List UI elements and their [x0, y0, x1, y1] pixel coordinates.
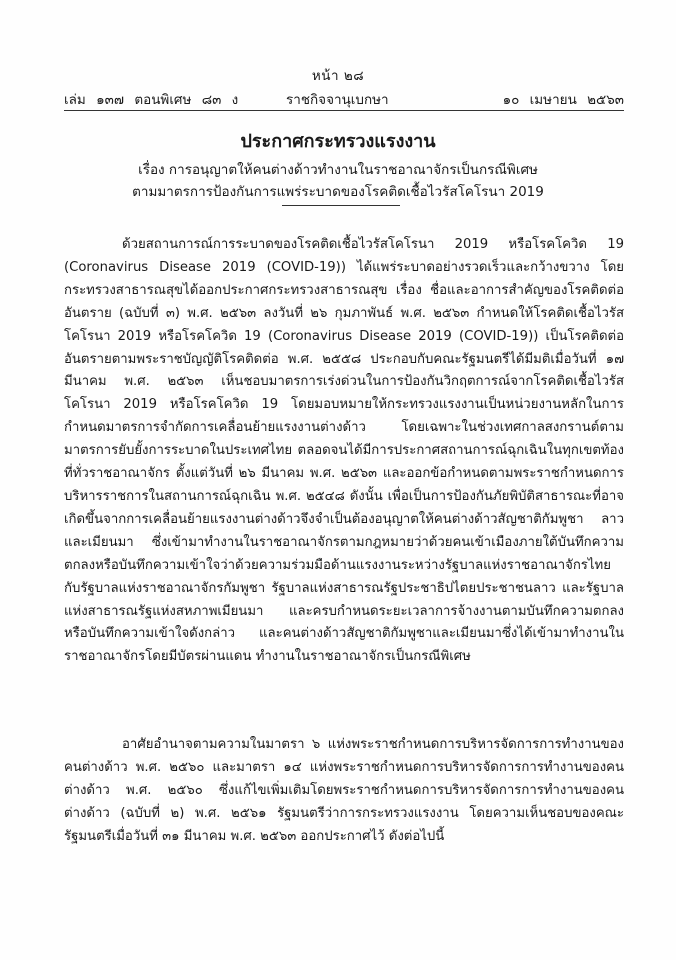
paragraph-text: อาศัยอำนาจตามความในมาตรา ๖ แห่งพระราชกำหนดการบริหารจัดการการทำงานของคนต่างด้าว พ.ศ. ๒๕๖๐ และมาตรา ๑๔ แห่งพระราชกำหนดการบริหารจัดการการทำงานของคนต่างด้าว พ.ศ. ๒๕๖๐ ซึ่งแก้ไขเพิ่มเติมโดยพระราชกำหนดการบริหารจัดการการทำงานของคนต่างด้าว (ฉบับที่ ๒) พ.ศ. ๒๕๖๑ รัฐมนตรีว่าการกระทรวงแรงงาน โดยความเห็นชอบของคณะรัฐมนตรีเมื่อวันที่ ๓๑ มีนาคม พ.ศ. ๒๕๖๓ ออกประกาศไว้ ดังต่อไปนี้ [64, 737, 624, 844]
publication-date: ๑๐ เมษายน ๒๕๖๓ [502, 92, 624, 108]
body-paragraph-2 [64, 734, 624, 849]
gazette-name: ราชกิจจานุเบกษา [286, 92, 389, 108]
header-divider [64, 110, 624, 111]
document-title: ประกาศกระทรวงแรงงาน [240, 131, 436, 152]
paragraph-text: ด้วยสถานการณ์การระบาดของโรคติดเชื้อไวรัสโคโรนา 2019 หรือโรคโควิด 19 (Coronavirus Disease 2019 (COVID-19)) ได้แพร่ระบาดอย่างรวดเร็วและกว้างขวาง โดยกระทรวงสาธารณสุขได้ออกประกาศกระทรวงสาธารณสุข เรื่อง ชื่อและอาการสำคัญของโรคติดต่ออันตราย (ฉบับที่ ๓) พ.ศ. ๒๕๖๓ ลงวันที่ ๒๖ กุมภาพันธ์ พ.ศ. ๒๕๖๓ กำหนดให้โรคติดเชื้อไวรัสโคโรนา 2019 หรือโรคโควิด 19 (Coronavirus Disease 2019 (COVID-19)) เป็นโรคติดต่ออันตรายตามพระราชบัญญัติโรคติดต่อ พ.ศ. ๒๕๕๘ ประกอบกับคณะรัฐมนตรีได้มีมติเมื่อวันที่ ๑๗ มีนาคม พ.ศ. ๒๕๖๓ เห็นชอบมาตรการเร่งด่วนในการป้องกันวิกฤตการณ์จากโรคติดเชื้อไวรัสโคโรนา 2019 หรือโรคโควิด 19 โดยมอบหมายให้กระทรวงแรงงานเป็นหน่วยงานหลักในการกำหนดมาตรการจำกัดการเคลื่อนย้ายแรงงานต่างด้าว โดยเฉพาะในช่วงเทศกาลสงกรานต์ตามมาตรการยับยั้งการระบาดในประเทศไทย ตลอดจนได้มีการประกาศสถานการณ์ฉุกเฉินในทุกเขตท้องที่ทั่วราชอาณาจักร ตั้งแต่วันที่ ๒๖ มีนาคม พ.ศ. ๒๕๖๓ และออกข้อกำหนดตามพระราชกำหนดการบริหารราชการในสถานการณ์ฉุกเฉิน พ.ศ. ๒๕๔๘ ดังนั้น เพื่อเป็นการป้องกันภัยพิบัติสาธารณะที่อาจเกิดขึ้นจากการเคลื่อนย้ายแรงงานต่างด้าวจึงจำเป็นต้องอนุญาตให้คนต่างด้าวสัญชาติกัมพูชา ลาว และเมียนมา ซึ่งเข้ามาทำงานในราชอาณาจักรตามกฎหมายว่าด้วยคนเข้าเมืองภายใต้บันทึกความตกลงหรือบันทึกความเข้าใจว่าด้วยความร่วมมือด้านแรงงานระหว่างรัฐบาลแห่งราชอาณาจักรไทยกับรัฐบาลแห่งราชอาณาจักรกัมพูชา รัฐบาลแห่งสาธารณรัฐประชาธิปไตยประชาชนลาว และรัฐบาลแห่งสาธารณรัฐแห่งสหภาพเมียนมา และครบกำหนดระยะเวลาการจ้างงานตามบันทึกความตกลงหรือบันทึกความเข้าใจดังกล่าว และคนต่างด้าวสัญชาติกัมพูชาและเมียนมาซึ่งได้เข้ามาทำงานในราชอาณาจักรโดยมีบัตรผ่านแดน ทำงานในราชอาณาจักรเป็นกรณีพิเศษ [64, 237, 624, 665]
body-paragraph-1 [64, 234, 624, 669]
subject-line-1: เรื่อง การอนุญาตให้คนต่างด้าวทำงานในราชอาณาจักรเป็นกรณีพิเศษ [138, 162, 538, 178]
gazette-header-row [64, 88, 624, 108]
volume-info: เล่ม ๑๓๗ ตอนพิเศษ ๘๓ ง [64, 92, 239, 108]
subject-line-2: ตามมาตรการป้องกันการแพร่ระบาดของโรคติดเชื้อไวรัสโคโรนา 2019 [132, 184, 544, 200]
page-number: หน้า ๒๘ [311, 68, 365, 84]
title-divider [282, 205, 400, 206]
